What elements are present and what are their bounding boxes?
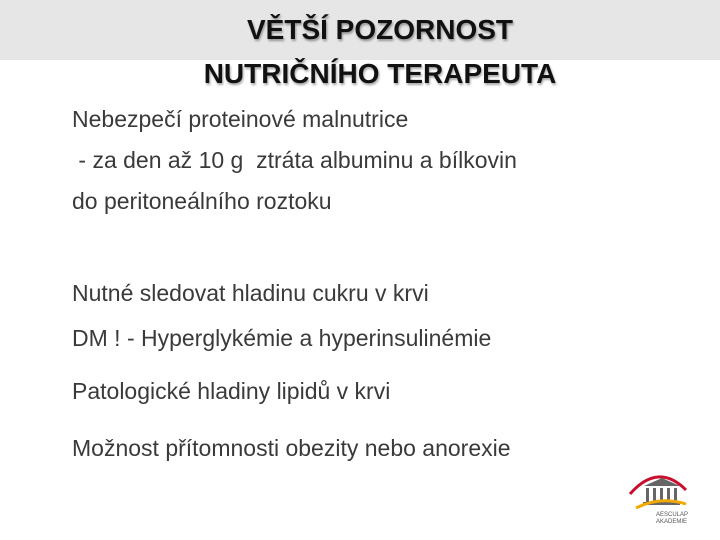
title-line-1: VĚTŠÍ POZORNOST [246, 14, 514, 45]
academy-building-logo-icon [626, 466, 690, 526]
svg-text:AESCULAP: AESCULAP [656, 512, 689, 518]
slide-title [0, 8, 720, 96]
body-line-2: - za den až 10 g ztráta albuminu a bílkovin [72, 147, 517, 173]
body-line-1: Nebezpečí proteinové malnutrice [72, 106, 409, 132]
body-line-5: DM ! - Hyperglykémie a hyperinsulinémie [72, 325, 492, 351]
body-line-4: Nutné sledovat hladinu cukru v krvi [72, 280, 429, 306]
body-line-7: Možnost přítomnosti obezity nebo anorexie [72, 435, 511, 461]
title-line-2: NUTRIČNÍHO TERAPEUTA [203, 58, 557, 89]
body-line-6: Patologické hladiny lipidů v krvi [72, 378, 391, 404]
body-line-3: do peritoneálního roztoku [72, 188, 332, 214]
svg-text:AKADEMIE: AKADEMIE [656, 519, 688, 525]
